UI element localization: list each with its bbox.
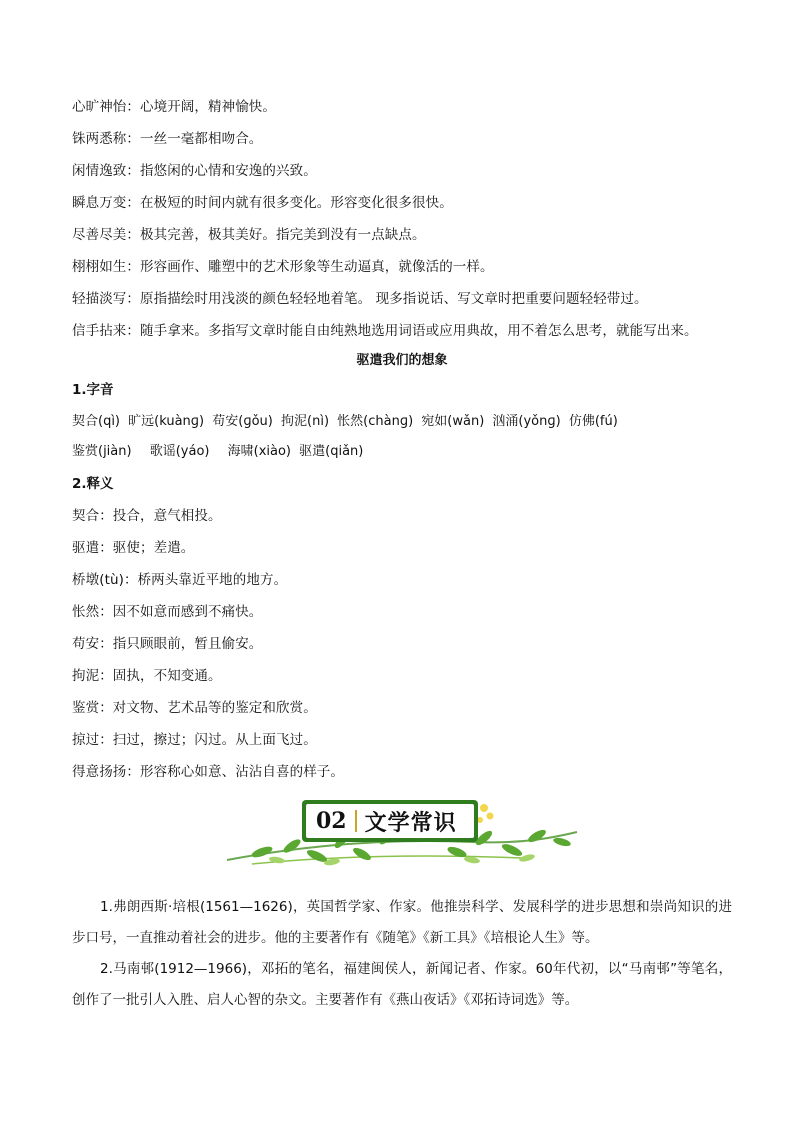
banner-title: 文学常识 bbox=[364, 809, 457, 836]
banner-frame bbox=[302, 800, 478, 842]
literature-paragraph: 1.弗朗西斯·培根(1561—1626)，英国哲学家、作家。他推崇科学、发展科学的进步思想和崇尚知识的进步口号，一直推动着社会的进步。他的主要著作有《随笔》《新工具》《培根论人生》等。 bbox=[72, 899, 732, 946]
pinyin-item: 仿佛(fú) bbox=[568, 414, 618, 429]
definition-entry: 得意扬扬：形容称心如意、沾沾自喜的样子。 bbox=[72, 764, 344, 780]
idiom-entry: 闲情逸致：指悠闲的心情和安逸的兴致。 bbox=[72, 163, 317, 179]
idiom-entry: 铢两悉称：一丝一毫都相吻合。 bbox=[72, 131, 263, 147]
banner-divider bbox=[355, 810, 357, 832]
idiom-entry: 心旷神怡：心境开阔，精神愉快。 bbox=[72, 99, 276, 115]
definition-list bbox=[72, 506, 732, 782]
pronunciation-heading: 1.字音 bbox=[72, 382, 114, 398]
definition-entry: 怅然：因不如意而感到不痛快。 bbox=[72, 604, 263, 620]
pinyin-item: 汹涌(yǒnɡ) bbox=[492, 414, 561, 429]
pinyin-item: 苟安(ɡǒu) bbox=[212, 414, 273, 429]
definition-entry: 桥墩(tù)：桥两头靠近平地的地方。 bbox=[72, 572, 288, 588]
idiom-entry: 信手拈来：随手拿来。多指写文章时能自由纯熟地选用词语或应用典故，用不着怎么思考，就能写出来。 bbox=[72, 323, 698, 339]
pinyin-item: 拘泥(nì) bbox=[281, 414, 330, 429]
idiom-entry: 栩栩如生：形容画作、雕塑中的艺术形象等生动逼真，就像活的一样。 bbox=[72, 259, 494, 275]
definition-entry: 掠过：扫过，擦过；闪过。从上面飞过。 bbox=[72, 732, 317, 748]
banner-number: 02 bbox=[316, 808, 347, 834]
pinyin-item: 鉴赏(jiàn) bbox=[72, 444, 132, 459]
pinyin-item: 宛如(wǎn) bbox=[421, 414, 485, 429]
definition-entry: 驱遣：驱使；差遣。 bbox=[72, 540, 195, 556]
definitions-heading: 2.释义 bbox=[72, 476, 114, 492]
document-page bbox=[72, 97, 732, 1016]
pinyin-item: 旷远(kuànɡ) bbox=[128, 414, 205, 429]
section-banner bbox=[72, 794, 732, 878]
literature-notes bbox=[72, 892, 732, 1016]
pinyin-item: 驱遣(qiǎn) bbox=[299, 444, 364, 459]
definition-entry: 契合：投合，意气相投。 bbox=[72, 508, 222, 524]
definition-entry: 苟安：指只顾眼前，暂且偷安。 bbox=[72, 636, 263, 652]
pinyin-item: 契合(qì) bbox=[72, 414, 121, 429]
definition-entry: 鉴赏：对文物、艺术品等的鉴定和欣赏。 bbox=[72, 700, 317, 716]
section-title: 驱遣我们的想象 bbox=[356, 353, 448, 368]
banner-label bbox=[306, 804, 474, 838]
idiom-entry: 轻描淡写：原指描绘时用浅淡的颜色轻轻地着笔。 现多指说话、写文章时把重要问题轻轻带过。 bbox=[72, 291, 648, 307]
idiom-entry: 尽善尽美：极其完善，极其美好。指完美到没有一点缺点。 bbox=[72, 227, 426, 243]
pinyin-item: 海啸(xiào) bbox=[227, 444, 291, 459]
literature-paragraph: 2.马南邨(1912—1966)，邓拓的笔名，福建闽侯人，新闻记者、作家。60年代初，以“马南邨”等笔名，创作了一批引人入胜、启人心智的杂文。主要著作有《燕山夜话》《邓拓诗词选》等。 bbox=[72, 961, 732, 1008]
pronunciation-row bbox=[72, 442, 732, 462]
idiom-entry: 瞬息万变：在极短的时间内就有很多变化。形容变化很多很快。 bbox=[72, 195, 453, 211]
idiom-list bbox=[72, 97, 732, 341]
pronunciation-row bbox=[72, 412, 732, 432]
pinyin-item: 怅然(chànɡ) bbox=[337, 414, 414, 429]
definition-entry: 拘泥：固执，不知变通。 bbox=[72, 668, 222, 684]
pinyin-item: 歌谣(yáo) bbox=[149, 444, 210, 459]
